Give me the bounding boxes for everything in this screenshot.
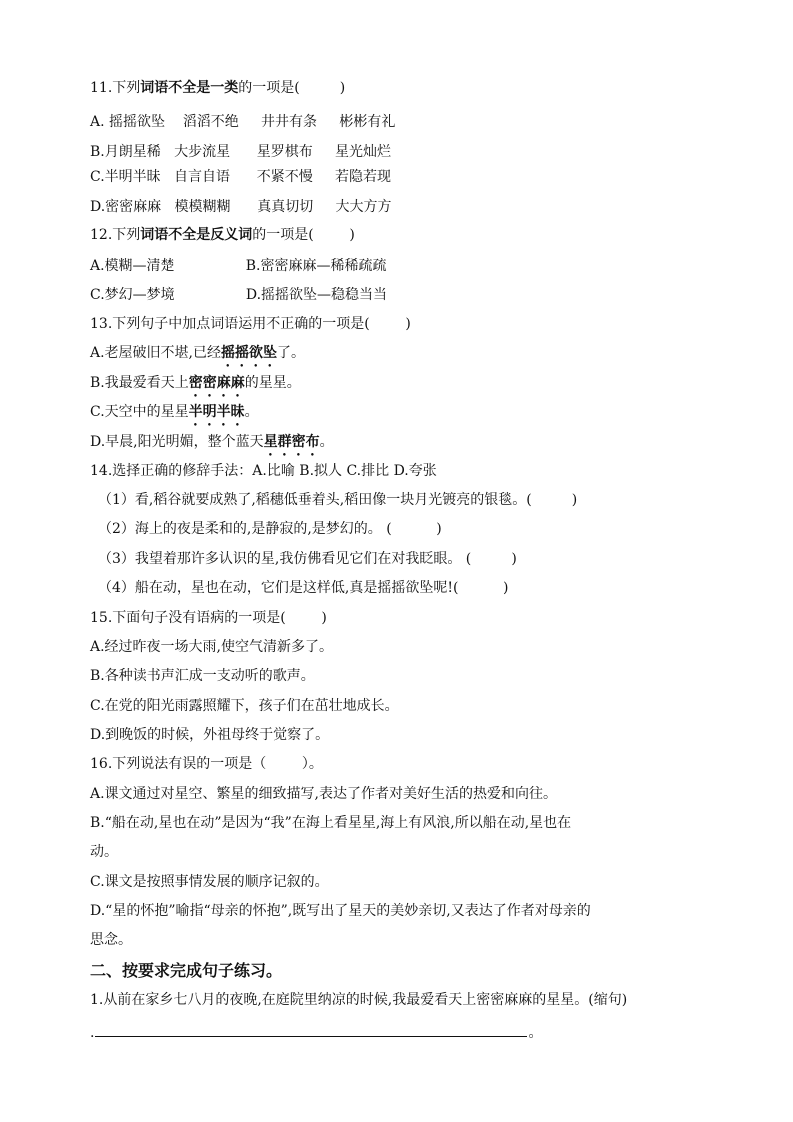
q16-stem: 16.下列说法有误的一项是（ ）。 bbox=[90, 756, 323, 772]
q11-option-b: B.月朗星稀 大步流星 星罗棋布 星光灿烂 bbox=[90, 144, 392, 160]
q11-stem: 11.下列词语不全是一类的一项是( ) bbox=[90, 80, 346, 96]
answer-blank-line: . 。 bbox=[90, 1022, 542, 1043]
q16-option-b-line2: 动。 bbox=[90, 844, 118, 860]
q15-stem: 15.下面句子没有语病的一项是( ) bbox=[90, 610, 327, 626]
q13-option-a: A.老屋破旧不堪,已经摇摇欲坠了。 bbox=[90, 345, 306, 361]
q14-sentence-2: （2）海上的夜是柔和的,是静寂的,是梦幻的。 ( ) bbox=[98, 521, 442, 537]
q13-option-d: D.早晨,阳光明媚，整个蓝天星群密布。 bbox=[90, 434, 334, 450]
q15-option-b: B.各种读书声汇成一支动听的歌声。 bbox=[90, 668, 315, 684]
q11-option-c: C.半明半昧 自言自语 不紧不慢 若隐若现 bbox=[90, 169, 391, 185]
q16-option-d-line1: D.“星的怀抱”喻指“母亲的怀抱”,既写出了星天的美妙亲切,又表达了作者对母亲的 bbox=[90, 903, 591, 919]
q13-option-c: C.天空中的星星半明半昧。 bbox=[90, 404, 259, 420]
q14-sentence-3: （3）我望着那许多认识的星,我仿佛看见它们在对我眨眼。 ( ) bbox=[98, 551, 517, 567]
q14-stem: 14.选择正确的修辞手法：A.比喻 B.拟人 C.排比 D.夸张 bbox=[90, 463, 437, 479]
q12-options-cd: C.梦幻—梦境 D.摇摇欲坠—稳稳当当 bbox=[90, 287, 388, 303]
q14-sentence-1: （1）看,稻谷就要成熟了,稻穗低垂着头,稻田像一块月光镀亮的银毯。( ) bbox=[98, 492, 578, 508]
dotted-word: 半明半昧 bbox=[188, 404, 245, 420]
section-2-heading: 二、按要求完成句子练习。 bbox=[90, 961, 283, 980]
q16-option-c: C.课文是按照事情发展的顺序记叙的。 bbox=[90, 874, 329, 890]
q16-option-a: A.课文通过对星空、繁星的细致描写,表达了作者对美好生活的热爱和向往。 bbox=[90, 786, 558, 802]
q15-option-c: C.在党的阳光雨露照耀下，孩子们在茁壮地成长。 bbox=[90, 698, 399, 714]
q11-option-a: A. 摇摇欲坠 滔滔不绝 井井有条 彬彬有礼 bbox=[90, 114, 396, 130]
q16-option-d-line2: 思念。 bbox=[90, 932, 132, 948]
section-2-question-1: 1.从前在家乡七八月的夜晚,在庭院里纳凉的时候,我最爱看天上密密麻麻的星星。(缩句) bbox=[90, 992, 628, 1008]
dotted-word: 星群密布 bbox=[263, 434, 320, 450]
q14-sentence-4: （4）船在动，星也在动，它们是这样低,真是摇摇欲坠呢!( ) bbox=[98, 580, 509, 596]
q12-stem: 12.下列词语不全是反义词的一项是( ) bbox=[90, 227, 355, 243]
q16-option-b-line1: B.“船在动,星也在动”是因为“我”在海上看星星,海上有风浪,所以船在动,星也在 bbox=[90, 815, 572, 831]
q15-option-d: D.到晚饭的时候，外祖母终于觉察了。 bbox=[90, 727, 330, 743]
answer-underline[interactable] bbox=[95, 1022, 527, 1037]
dotted-word: 密密麻麻 bbox=[188, 375, 245, 391]
q12-options-ab: A.模糊—清楚 B.密密麻麻—稀稀疏疏 bbox=[90, 258, 387, 274]
q11-option-d: D.密密麻麻 模模糊糊 真真切切 大大方方 bbox=[90, 199, 392, 215]
dotted-word: 摇摇欲坠 bbox=[221, 345, 278, 361]
q13-stem: 13.下列句子中加点词语运用不正确的一项是( ) bbox=[90, 316, 411, 332]
q13-option-b: B.我最爱看天上密密麻麻的星星。 bbox=[90, 375, 301, 391]
q15-option-a: A.经过昨夜一场大雨,使空气清新多了。 bbox=[90, 639, 334, 655]
